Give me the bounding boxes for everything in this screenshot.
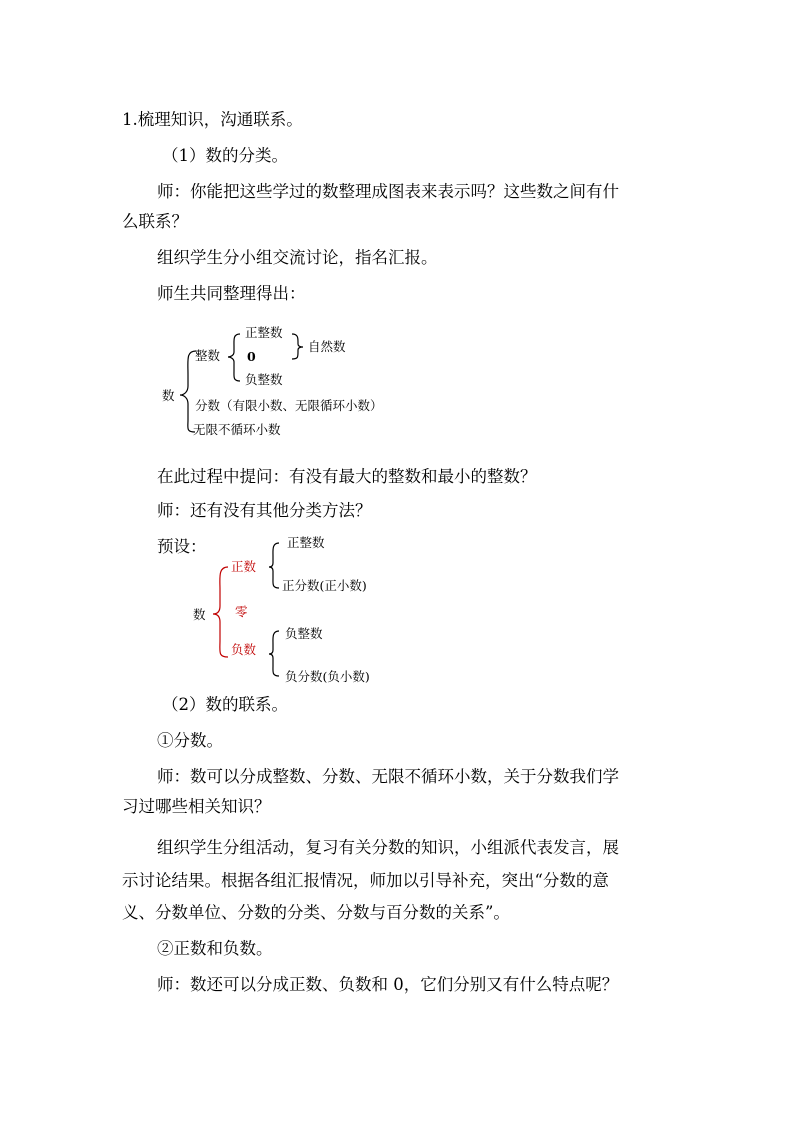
negative-brace [269,631,279,676]
natural-number-label: 自然数 [308,339,346,354]
item-fraction: ①分数。 [157,731,223,750]
zero-red-label: 零 [235,604,248,619]
teacher-question-4-line1: 师：数可以分成整数、分数、无限不循环小数，关于分数我们学 [157,767,619,786]
item-positive-negative: ②正数和负数。 [157,939,273,958]
positive-brace [269,543,279,588]
zero-label: 0 [247,349,256,364]
sign-brace [213,567,228,657]
negative-label: 负数 [231,642,257,657]
diagram-2-root: 数 [193,607,206,622]
activity-2-line2: 示讨论结果。根据各组汇报情况，师加以引导补充，突出“分数的意 [122,871,609,890]
positive-label: 正数 [231,559,257,574]
negative-fraction-label: 负分数(负小数) [285,669,370,684]
activity-1: 组织学生分小组交流讨论，指名汇报。 [157,248,438,267]
positive-integer-label-2: 正整数 [287,535,325,550]
irrational-label: 无限不循环小数 [193,422,281,437]
negative-integer-label: 负整数 [245,372,283,387]
teacher-question-5: 师：数还可以分成正数、负数和 0，它们分别又有什么特点呢？ [157,975,619,994]
positive-integer-label: 正整数 [245,325,283,340]
question-max-min: 在此过程中提问：有没有最大的整数和最小的整数？ [157,467,537,486]
summary-lead: 师生共同整理得出： [157,284,306,303]
section-title: 1.梳理知识，沟通联系。 [122,110,303,129]
fraction-label: 分数（有限小数、无限循环小数） [195,398,383,413]
teacher-question-1-line2: 么联系？ [122,212,188,231]
integer-label: 整数 [195,348,221,363]
positive-fraction-label: 正分数(正小数) [282,578,367,593]
teacher-question-other: 师：还有没有其他分类方法？ [157,501,372,520]
negative-integer-label-2: 负整数 [285,626,323,641]
activity-2-line3: 义、分数单位、分数的分类、分数与百分数的关系”。 [122,903,510,922]
subheading-classification: （1）数的分类。 [162,146,288,165]
teacher-question-1-line1: 师：你能把这些学过的数整理成图表来表示吗？这些数之间有什 [157,182,619,201]
teacher-question-4-line2: 习过哪些相关知识？ [122,797,271,816]
subheading-connection: （2）数的联系。 [162,695,288,714]
activity-2-line1: 组织学生分组活动，复习有关分数的知识，小组派代表发言，展 [157,838,619,857]
diagram-1-root: 数 [162,388,175,403]
preset-label: 预设： [157,537,207,556]
